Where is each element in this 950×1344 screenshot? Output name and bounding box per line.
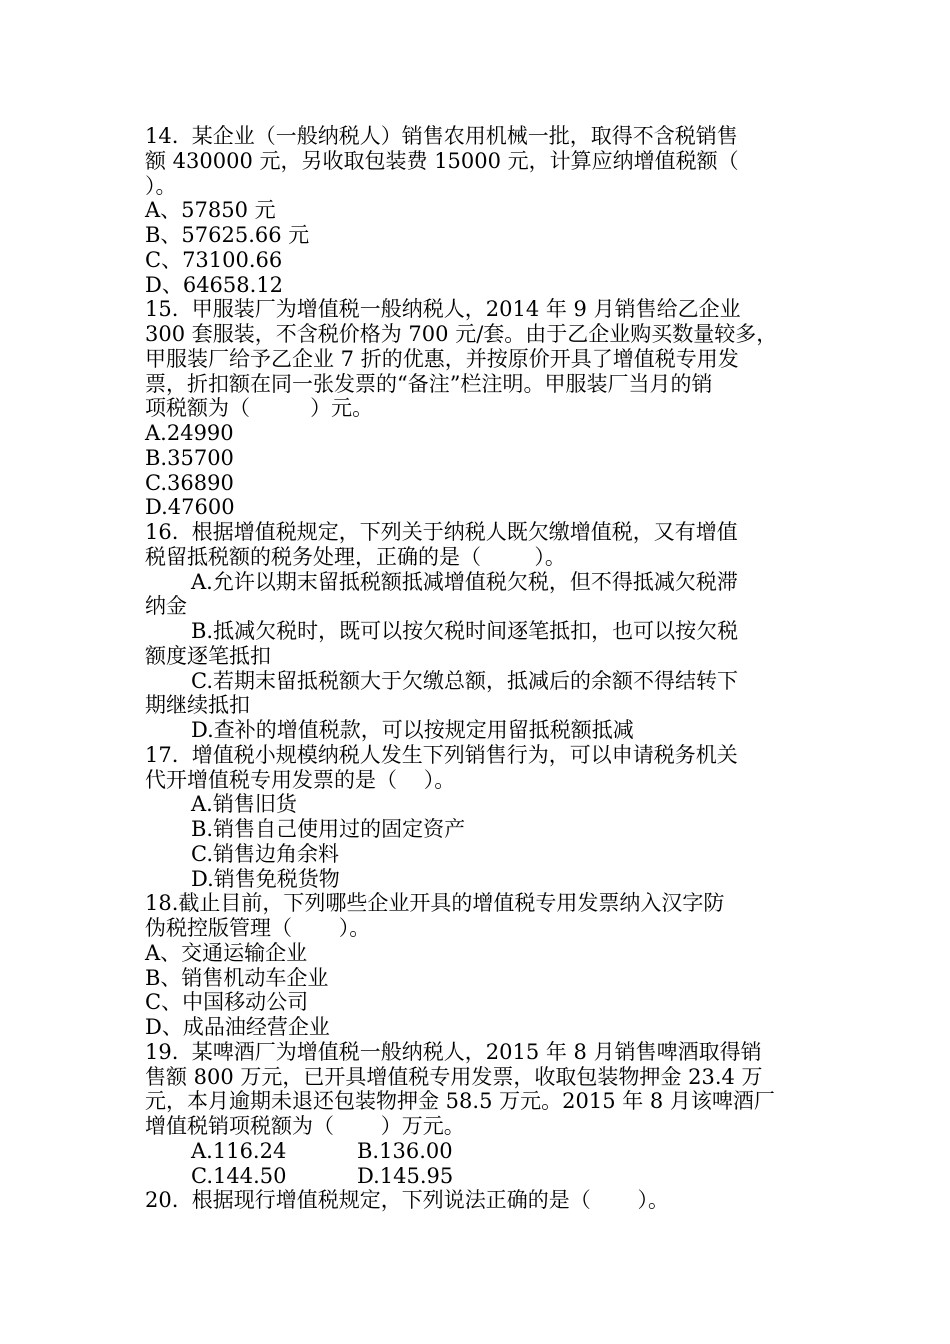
question-stem-line: 18.截止目前，下列哪些企业开具的增值税专用发票纳入汉字防 [145,891,725,916]
question-stem-line: 税留抵税额的税务处理，正确的是（ ）。 [145,544,566,569]
option-row-ab [145,1139,890,1164]
option-a: A.24990 [145,421,234,445]
question-stem-line: 17. 增值税小规模纳税人发生下列销售行为，可以申请税务机关 [145,742,738,767]
option-d: D.销售免税货物 [191,866,340,891]
option-a: A.销售旧货 [191,792,297,817]
option-a: A、57850 元 [145,198,276,223]
option-c: C.若期末留抵税额大于欠缴总额，抵减后的余额不得结转下 [191,668,738,693]
question-stem-line: 伪税控版管理（ ）。 [145,916,371,940]
option-c-continued: 期继续抵扣 [145,693,250,718]
question-15 [145,297,890,520]
question-16 [145,520,890,743]
option-c: C.36890 [145,470,234,495]
question-stem-line: 甲服装厂给予乙企业 7 折的优惠，并按原价开具了增值税专用发 [145,346,739,371]
option-a-continued: 纳金 [145,594,187,619]
option-a: A.允许以期末留抵税额抵减增值税欠税，但不得抵减欠税滞 [191,569,738,594]
question-stem-line: 增值税销项税额为（ ）万元。 [145,1114,465,1138]
question-stem-line: 19. 某啤酒厂为增值税一般纳税人，2015 年 8 月销售啤酒取得销 [145,1039,762,1064]
question-stem-line: 20. 根据现行增值税规定，下列说法正确的是（ ）。 [145,1188,669,1213]
option-row-cd [145,1164,890,1189]
option-a: A、交通运输企业 [145,940,308,965]
option-b-continued: 额度逐笔抵扣 [145,643,271,668]
option-d: D.47600 [145,495,235,520]
question-stem-line: 300 套服装，不含税价格为 700 元/套。由于乙企业购买数量较多， [145,322,778,346]
option-c: C.销售边角余料 [191,841,339,866]
question-18 [145,891,890,1040]
question-14 [145,124,890,297]
question-stem-line: 售额 800 万元，已开具增值税专用发票，收取包装物押金 23.4 万 [145,1064,763,1089]
option-a: A.116.24 [191,1138,287,1163]
question-stem-line: 14. 某企业（一般纳税人）销售农用机械一批，取得不含税销售 [145,124,738,148]
option-b: B、销售机动车企业 [145,965,329,990]
option-b: B.136.00 [357,1138,453,1163]
option-c: C、73100.66 [145,247,283,272]
question-19 [145,1040,890,1189]
option-d: D、64658.12 [145,272,284,297]
option-b: B、57625.66 元 [145,223,310,247]
option-d: D、成品油经营企业 [145,1015,330,1039]
question-stem-line: 票，折扣额在同一张发票的“备注”栏注明。甲服装厂当月的销 [145,371,713,396]
question-stem-line: 16. 根据增值税规定，下列关于纳税人既欠缴增值税，又有增值 [145,520,738,544]
question-stem-line: 15. 甲服装厂为增值税一般纳税人，2014 年 9 月销售给乙企业 [145,297,741,322]
option-b: B.销售自己使用过的固定资产 [191,817,466,841]
question-17 [145,743,890,892]
option-d: D.145.95 [357,1163,454,1188]
question-stem-line: 代开增值税专用发票的是（ ）。 [145,767,456,792]
question-stem-line: 元，本月逾期未退还包装物押金 58.5 万元。2015 年 8 月该啤酒厂 [145,1089,775,1114]
option-b: B.抵减欠税时，既可以按欠税时间逐笔抵扣，也可以按欠税 [191,619,739,643]
option-d: D.查补的增值税款，可以按规定用留抵税额抵减 [191,718,634,742]
question-stem-line: ）。 [145,173,177,198]
option-c: C、中国移动公司 [145,990,309,1015]
question-stem-line: 项税额为（ ）元。 [145,396,374,421]
question-20 [145,1188,890,1213]
option-b: B.35700 [145,445,234,470]
option-c: C.144.50 [191,1163,287,1188]
question-stem-line: 额 430000 元，另收取包装费 15000 元，计算应纳增值税额（ [145,148,739,173]
